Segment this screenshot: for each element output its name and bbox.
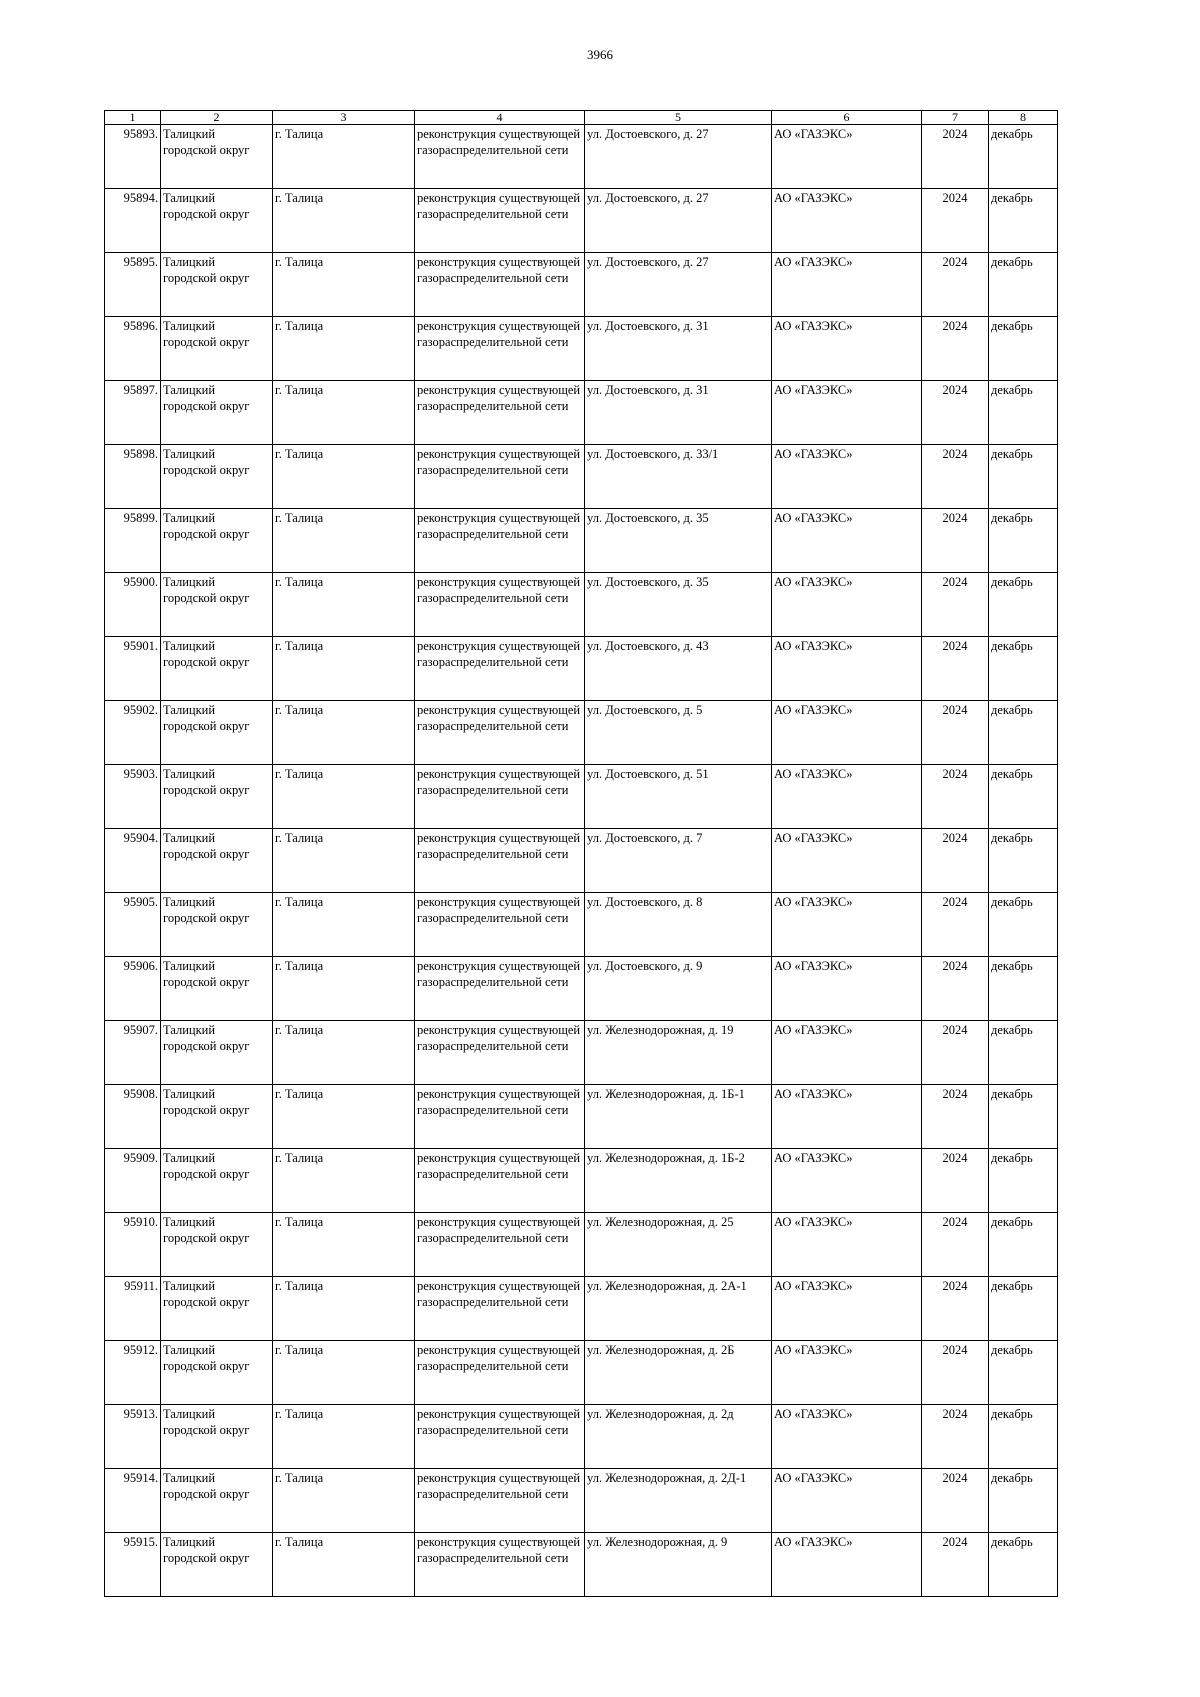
- cell-address: ул. Достоевского, д. 27: [585, 189, 772, 253]
- cell-address: ул. Железнодорожная, д. 2Д-1: [585, 1469, 772, 1533]
- cell-work-type: реконструкция существующей газораспределительной сети: [415, 573, 585, 637]
- cell-organization: АО «ГАЗЭКС»: [772, 957, 922, 1021]
- page-number: 3966: [587, 47, 613, 62]
- cell-address: ул. Достоевского, д. 8: [585, 893, 772, 957]
- cell-organization: АО «ГАЗЭКС»: [772, 1021, 922, 1085]
- table-row: [105, 189, 1058, 253]
- cell-district: Талицкий городской округ: [161, 1085, 273, 1149]
- cell-settlement: г. Талица: [273, 445, 415, 509]
- cell-number: 95895.: [105, 253, 161, 317]
- cell-number: 95900.: [105, 573, 161, 637]
- cell-organization: АО «ГАЗЭКС»: [772, 1149, 922, 1213]
- cell-organization: АО «ГАЗЭКС»: [772, 893, 922, 957]
- cell-month: декабрь: [989, 125, 1058, 189]
- cell-number: 95894.: [105, 189, 161, 253]
- cell-settlement: г. Талица: [273, 893, 415, 957]
- cell-work-type: реконструкция существующей газораспределительной сети: [415, 637, 585, 701]
- cell-district: Талицкий городской округ: [161, 125, 273, 189]
- cell-address: ул. Железнодорожная, д. 2д: [585, 1405, 772, 1469]
- table-row: [105, 253, 1058, 317]
- table-row: [105, 1149, 1058, 1213]
- cell-number: 95898.: [105, 445, 161, 509]
- cell-district: Талицкий городской округ: [161, 893, 273, 957]
- column-header: 3: [273, 111, 415, 125]
- cell-year: 2024: [922, 189, 989, 253]
- cell-district: Талицкий городской округ: [161, 1405, 273, 1469]
- column-header: 8: [989, 111, 1058, 125]
- cell-year: 2024: [922, 1405, 989, 1469]
- cell-work-type: реконструкция существующей газораспределительной сети: [415, 957, 585, 1021]
- cell-work-type: реконструкция существующей газораспределительной сети: [415, 829, 585, 893]
- column-header: 7: [922, 111, 989, 125]
- cell-organization: АО «ГАЗЭКС»: [772, 1533, 922, 1597]
- cell-number: 95897.: [105, 381, 161, 445]
- cell-settlement: г. Талица: [273, 1085, 415, 1149]
- cell-organization: АО «ГАЗЭКС»: [772, 381, 922, 445]
- cell-work-type: реконструкция существующей газораспределительной сети: [415, 445, 585, 509]
- column-header: 2: [161, 111, 273, 125]
- cell-address: ул. Достоевского, д. 51: [585, 765, 772, 829]
- cell-settlement: г. Талица: [273, 701, 415, 765]
- cell-work-type: реконструкция существующей газораспределительной сети: [415, 317, 585, 381]
- cell-month: декабрь: [989, 189, 1058, 253]
- cell-district: Талицкий городской округ: [161, 701, 273, 765]
- cell-number: 95902.: [105, 701, 161, 765]
- cell-work-type: реконструкция существующей газораспределительной сети: [415, 1469, 585, 1533]
- table-row: [105, 701, 1058, 765]
- cell-district: Талицкий городской округ: [161, 253, 273, 317]
- cell-settlement: г. Талица: [273, 1405, 415, 1469]
- cell-organization: АО «ГАЗЭКС»: [772, 509, 922, 573]
- cell-number: 95908.: [105, 1085, 161, 1149]
- cell-district: Талицкий городской округ: [161, 509, 273, 573]
- cell-address: ул. Железнодорожная, д. 9: [585, 1533, 772, 1597]
- cell-organization: АО «ГАЗЭКС»: [772, 1085, 922, 1149]
- cell-organization: АО «ГАЗЭКС»: [772, 1405, 922, 1469]
- cell-year: 2024: [922, 957, 989, 1021]
- cell-settlement: г. Талица: [273, 189, 415, 253]
- table-row: [105, 509, 1058, 573]
- table-row: [105, 1405, 1058, 1469]
- cell-settlement: г. Талица: [273, 1213, 415, 1277]
- cell-district: Талицкий городской округ: [161, 957, 273, 1021]
- cell-district: Талицкий городской округ: [161, 829, 273, 893]
- cell-work-type: реконструкция существующей газораспределительной сети: [415, 1277, 585, 1341]
- cell-year: 2024: [922, 573, 989, 637]
- table-row: [105, 1277, 1058, 1341]
- cell-year: 2024: [922, 893, 989, 957]
- cell-month: декабрь: [989, 893, 1058, 957]
- cell-address: ул. Достоевского, д. 31: [585, 381, 772, 445]
- table-row: [105, 1213, 1058, 1277]
- table-row: [105, 637, 1058, 701]
- cell-organization: АО «ГАЗЭКС»: [772, 125, 922, 189]
- cell-number: 95915.: [105, 1533, 161, 1597]
- cell-number: 95914.: [105, 1469, 161, 1533]
- cell-address: ул. Достоевского, д. 33/1: [585, 445, 772, 509]
- table-row: [105, 957, 1058, 1021]
- cell-district: Талицкий городской округ: [161, 765, 273, 829]
- cell-settlement: г. Талица: [273, 253, 415, 317]
- cell-number: 95907.: [105, 1021, 161, 1085]
- cell-district: Талицкий городской округ: [161, 573, 273, 637]
- cell-number: 95912.: [105, 1341, 161, 1405]
- cell-year: 2024: [922, 125, 989, 189]
- cell-number: 95893.: [105, 125, 161, 189]
- cell-settlement: г. Талица: [273, 1277, 415, 1341]
- cell-work-type: реконструкция существующей газораспределительной сети: [415, 765, 585, 829]
- table-row: [105, 125, 1058, 189]
- cell-year: 2024: [922, 701, 989, 765]
- cell-organization: АО «ГАЗЭКС»: [772, 701, 922, 765]
- cell-work-type: реконструкция существующей газораспределительной сети: [415, 1213, 585, 1277]
- cell-year: 2024: [922, 445, 989, 509]
- cell-year: 2024: [922, 765, 989, 829]
- cell-address: ул. Достоевского, д. 7: [585, 829, 772, 893]
- column-header: 1: [105, 111, 161, 125]
- cell-month: декабрь: [989, 701, 1058, 765]
- cell-organization: АО «ГАЗЭКС»: [772, 445, 922, 509]
- cell-number: 95913.: [105, 1405, 161, 1469]
- cell-month: декабрь: [989, 1085, 1058, 1149]
- cell-year: 2024: [922, 1021, 989, 1085]
- cell-address: ул. Железнодорожная, д. 1Б-1: [585, 1085, 772, 1149]
- cell-address: ул. Достоевского, д. 35: [585, 573, 772, 637]
- cell-settlement: г. Талица: [273, 1469, 415, 1533]
- cell-settlement: г. Талица: [273, 1341, 415, 1405]
- cell-number: 95911.: [105, 1277, 161, 1341]
- cell-address: ул. Достоевского, д. 5: [585, 701, 772, 765]
- cell-work-type: реконструкция существующей газораспределительной сети: [415, 381, 585, 445]
- cell-district: Талицкий городской округ: [161, 189, 273, 253]
- cell-work-type: реконструкция существующей газораспределительной сети: [415, 893, 585, 957]
- table-row: [105, 893, 1058, 957]
- cell-settlement: г. Талица: [273, 1149, 415, 1213]
- cell-work-type: реконструкция существующей газораспределительной сети: [415, 1533, 585, 1597]
- cell-month: декабрь: [989, 1469, 1058, 1533]
- cell-organization: АО «ГАЗЭКС»: [772, 1213, 922, 1277]
- cell-month: декабрь: [989, 317, 1058, 381]
- table-row: [105, 829, 1058, 893]
- cell-district: Талицкий городской округ: [161, 445, 273, 509]
- cell-settlement: г. Талица: [273, 1533, 415, 1597]
- cell-work-type: реконструкция существующей газораспределительной сети: [415, 509, 585, 573]
- cell-month: декабрь: [989, 573, 1058, 637]
- cell-organization: АО «ГАЗЭКС»: [772, 637, 922, 701]
- cell-work-type: реконструкция существующей газораспределительной сети: [415, 1405, 585, 1469]
- cell-month: декабрь: [989, 1149, 1058, 1213]
- table-row: [105, 317, 1058, 381]
- cell-year: 2024: [922, 1341, 989, 1405]
- table-row: [105, 1021, 1058, 1085]
- column-header: 5: [585, 111, 772, 125]
- cell-district: Талицкий городской округ: [161, 1213, 273, 1277]
- cell-number: 95903.: [105, 765, 161, 829]
- cell-organization: АО «ГАЗЭКС»: [772, 829, 922, 893]
- cell-year: 2024: [922, 637, 989, 701]
- cell-settlement: г. Талица: [273, 957, 415, 1021]
- cell-number: 95899.: [105, 509, 161, 573]
- cell-settlement: г. Талица: [273, 317, 415, 381]
- cell-settlement: г. Талица: [273, 765, 415, 829]
- table-row: [105, 573, 1058, 637]
- cell-settlement: г. Талица: [273, 509, 415, 573]
- cell-address: ул. Железнодорожная, д. 19: [585, 1021, 772, 1085]
- table-row: [105, 1469, 1058, 1533]
- cell-address: ул. Достоевского, д. 27: [585, 253, 772, 317]
- cell-organization: АО «ГАЗЭКС»: [772, 1469, 922, 1533]
- cell-district: Талицкий городской округ: [161, 1021, 273, 1085]
- cell-year: 2024: [922, 1149, 989, 1213]
- cell-month: декабрь: [989, 1341, 1058, 1405]
- cell-number: 95906.: [105, 957, 161, 1021]
- cell-district: Талицкий городской округ: [161, 637, 273, 701]
- cell-organization: АО «ГАЗЭКС»: [772, 253, 922, 317]
- cell-settlement: г. Талица: [273, 1021, 415, 1085]
- cell-organization: АО «ГАЗЭКС»: [772, 1277, 922, 1341]
- cell-settlement: г. Талица: [273, 573, 415, 637]
- cell-settlement: г. Талица: [273, 637, 415, 701]
- cell-district: Талицкий городской округ: [161, 381, 273, 445]
- cell-work-type: реконструкция существующей газораспределительной сети: [415, 125, 585, 189]
- cell-year: 2024: [922, 1277, 989, 1341]
- cell-address: ул. Достоевского, д. 9: [585, 957, 772, 1021]
- cell-organization: АО «ГАЗЭКС»: [772, 317, 922, 381]
- cell-work-type: реконструкция существующей газораспределительной сети: [415, 701, 585, 765]
- cell-year: 2024: [922, 509, 989, 573]
- cell-settlement: г. Талица: [273, 125, 415, 189]
- cell-month: декабрь: [989, 1533, 1058, 1597]
- data-table: [104, 110, 1058, 1597]
- cell-month: декабрь: [989, 829, 1058, 893]
- cell-district: Талицкий городской округ: [161, 1469, 273, 1533]
- cell-work-type: реконструкция существующей газораспределительной сети: [415, 1021, 585, 1085]
- column-header: 4: [415, 111, 585, 125]
- table-row: [105, 1085, 1058, 1149]
- cell-month: декабрь: [989, 509, 1058, 573]
- cell-work-type: реконструкция существующей газораспределительной сети: [415, 189, 585, 253]
- cell-work-type: реконструкция существующей газораспределительной сети: [415, 253, 585, 317]
- cell-number: 95910.: [105, 1213, 161, 1277]
- cell-settlement: г. Талица: [273, 829, 415, 893]
- table-row: [105, 765, 1058, 829]
- cell-year: 2024: [922, 1469, 989, 1533]
- cell-month: декабрь: [989, 253, 1058, 317]
- cell-district: Талицкий городской округ: [161, 1341, 273, 1405]
- cell-year: 2024: [922, 253, 989, 317]
- cell-year: 2024: [922, 1533, 989, 1597]
- table-row: [105, 445, 1058, 509]
- cell-number: 95901.: [105, 637, 161, 701]
- cell-district: Талицкий городской округ: [161, 317, 273, 381]
- cell-month: декабрь: [989, 1277, 1058, 1341]
- cell-number: 95904.: [105, 829, 161, 893]
- cell-month: декабрь: [989, 637, 1058, 701]
- cell-district: Талицкий городской округ: [161, 1533, 273, 1597]
- cell-address: ул. Достоевского, д. 31: [585, 317, 772, 381]
- cell-address: ул. Железнодорожная, д. 2А-1: [585, 1277, 772, 1341]
- cell-address: ул. Достоевского, д. 27: [585, 125, 772, 189]
- cell-work-type: реконструкция существующей газораспределительной сети: [415, 1149, 585, 1213]
- cell-work-type: реконструкция существующей газораспределительной сети: [415, 1085, 585, 1149]
- cell-organization: АО «ГАЗЭКС»: [772, 765, 922, 829]
- cell-year: 2024: [922, 317, 989, 381]
- cell-address: ул. Достоевского, д. 35: [585, 509, 772, 573]
- cell-year: 2024: [922, 381, 989, 445]
- cell-month: декабрь: [989, 1405, 1058, 1469]
- cell-settlement: г. Талица: [273, 381, 415, 445]
- cell-month: декабрь: [989, 1213, 1058, 1277]
- header-row: [105, 111, 1058, 125]
- cell-month: декабрь: [989, 765, 1058, 829]
- cell-number: 95896.: [105, 317, 161, 381]
- table-row: [105, 1341, 1058, 1405]
- table-row: [105, 1533, 1058, 1597]
- cell-organization: АО «ГАЗЭКС»: [772, 189, 922, 253]
- cell-organization: АО «ГАЗЭКС»: [772, 573, 922, 637]
- cell-district: Талицкий городской округ: [161, 1277, 273, 1341]
- cell-address: ул. Железнодорожная, д. 25: [585, 1213, 772, 1277]
- cell-address: ул. Железнодорожная, д. 2Б: [585, 1341, 772, 1405]
- cell-number: 95909.: [105, 1149, 161, 1213]
- cell-organization: АО «ГАЗЭКС»: [772, 1341, 922, 1405]
- cell-month: декабрь: [989, 1021, 1058, 1085]
- cell-month: декабрь: [989, 445, 1058, 509]
- cell-address: ул. Железнодорожная, д. 1Б-2: [585, 1149, 772, 1213]
- cell-month: декабрь: [989, 957, 1058, 1021]
- cell-month: декабрь: [989, 381, 1058, 445]
- column-header: 6: [772, 111, 922, 125]
- cell-year: 2024: [922, 829, 989, 893]
- cell-year: 2024: [922, 1213, 989, 1277]
- table-row: [105, 381, 1058, 445]
- table-body: [105, 125, 1058, 1597]
- cell-address: ул. Достоевского, д. 43: [585, 637, 772, 701]
- cell-number: 95905.: [105, 893, 161, 957]
- cell-work-type: реконструкция существующей газораспределительной сети: [415, 1341, 585, 1405]
- cell-district: Талицкий городской округ: [161, 1149, 273, 1213]
- cell-year: 2024: [922, 1085, 989, 1149]
